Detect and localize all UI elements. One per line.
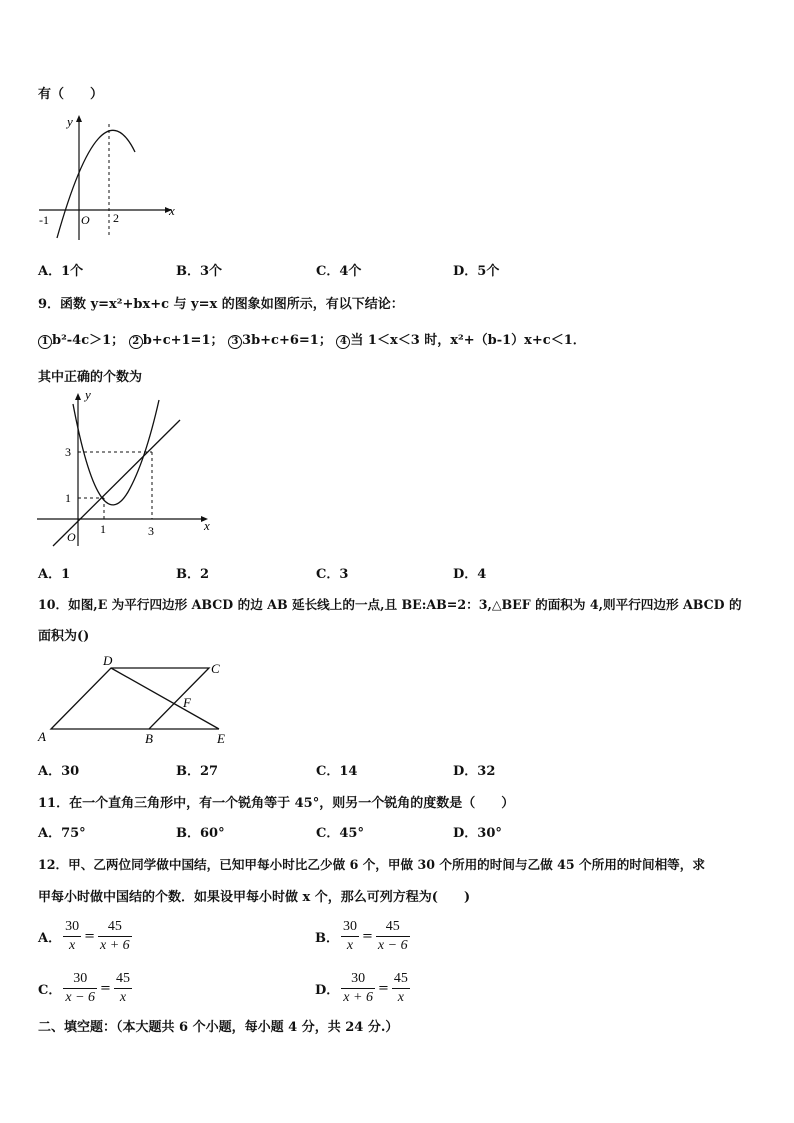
q12-stem-line2: 甲每小时做中国结的个数．如果设甲每小时做 x 个，那么可列方程为( ) <box>38 890 471 905</box>
q10-stem-line2: 面积为() <box>38 629 90 644</box>
q10-option-b[interactable]: B．27 <box>176 764 219 779</box>
q12-c-denominator-1: x − 6 <box>65 990 96 1005</box>
q12-option-d[interactable] <box>315 970 412 1007</box>
q9-statement-3: 3b+c+6=1； <box>242 333 332 348</box>
q9-x3-label: 3 <box>148 524 154 538</box>
q9-origin-label: O <box>67 530 76 544</box>
q8-stem-tail: 有（ ） <box>38 87 104 102</box>
q12-a-denominator-1: x <box>68 938 76 953</box>
q10-option-d[interactable]: D．32 <box>453 764 496 779</box>
q12-option-a[interactable] <box>38 918 134 955</box>
q9-option-c[interactable]: C．3 <box>316 567 349 582</box>
q12-b-numerator-2: 45 <box>376 918 410 937</box>
q9-circled-1: 1 <box>38 335 52 349</box>
q12-b-denominator-2: x − 6 <box>377 938 408 953</box>
q12-d-numerator-1: 30 <box>341 970 375 989</box>
q8-option-a[interactable]: A．1个 <box>38 264 84 279</box>
q12-option-b[interactable] <box>315 918 412 955</box>
q12-a-numerator-2: 45 <box>98 918 132 937</box>
q10-label-d: D <box>103 653 113 668</box>
q10-label-f: F <box>183 695 191 710</box>
q9-x1-label: 1 <box>100 522 106 536</box>
q12-option-a-label: A． <box>38 931 62 946</box>
q12-a-numerator-1: 30 <box>63 918 81 937</box>
q9-circled-3: 3 <box>228 335 242 349</box>
q8-x-label: x <box>169 203 175 218</box>
q12-option-c-label: C． <box>38 983 62 998</box>
q8-neg1-label: -1 <box>39 213 49 227</box>
q12-b-denominator-1: x <box>346 938 354 953</box>
q8-y-label: y <box>67 114 73 129</box>
q9-option-a[interactable]: A．1 <box>38 567 71 582</box>
q10-label-c: C <box>211 661 220 676</box>
q10-label-b: B <box>145 731 153 746</box>
q11-option-c[interactable]: C．45° <box>316 826 364 841</box>
q12-d-denominator-2: x <box>397 990 404 1005</box>
q10-option-a[interactable]: A．30 <box>38 764 80 779</box>
q11-option-d[interactable]: D．30° <box>453 826 502 841</box>
q11-option-a[interactable]: A．75° <box>38 826 86 841</box>
q12-option-d-label: D． <box>315 983 340 998</box>
q9-statement-1: b²-4c＞1； <box>52 333 125 348</box>
q9-statements <box>38 329 586 349</box>
q12-d-equals: = <box>377 981 389 996</box>
q10-stem-line1: 10．如图,E 为平行四边形 ABCD 的边 AB 延长线上的一点,且 BE:AB=2：3,△BEF 的面积为 4,则平行四边形 ABCD 的 <box>38 597 742 612</box>
q12-d-numerator-2: 45 <box>392 970 410 989</box>
q11-option-b[interactable]: B．60° <box>176 826 225 841</box>
q8-option-d[interactable]: D．5个 <box>453 264 500 279</box>
q9-question: 其中正确的个数为 <box>38 370 143 385</box>
q9-circled-4: 4 <box>336 335 350 349</box>
q9-circled-2: 2 <box>129 335 143 349</box>
q9-stem: 9．函数 y=x²+bx+c 与 y=x 的图象如图所示，有以下结论： <box>38 297 404 312</box>
q12-stem-line1: 12．甲、乙两位同学做中国结，已知甲每小时比乙少做 6 个，甲做 30 个所用的时间与乙做 45 个所用的时间相等，求 <box>38 857 705 872</box>
q12-c-numerator-2: 45 <box>114 970 132 989</box>
q12-c-denominator-2: x <box>119 990 127 1005</box>
q12-c-numerator-1: 30 <box>63 970 97 989</box>
q12-b-numerator-1: 30 <box>341 918 359 937</box>
q12-a-equals: = <box>84 929 95 944</box>
q9-y3-label: 3 <box>65 445 71 459</box>
q8-option-b[interactable]: B．3个 <box>176 264 223 279</box>
q10-option-c[interactable]: C．14 <box>316 764 358 779</box>
q8-option-c[interactable]: C．4个 <box>316 264 362 279</box>
q9-x-label: x <box>204 518 210 533</box>
q9-statement-2: b+c+1=1； <box>142 333 224 348</box>
q12-option-b-label: B． <box>315 931 339 946</box>
q9-option-b[interactable]: B．2 <box>176 567 210 582</box>
q10-parallelogram-figure <box>35 652 235 747</box>
q10-label-e: E <box>217 731 225 746</box>
q11-stem: 11．在一个直角三角形中，有一个锐角等于 45°，则另一个锐角的度数是（ ） <box>38 796 515 811</box>
q12-b-equals: = <box>362 929 373 944</box>
q8-two-label: 2 <box>113 211 119 225</box>
q9-statement-4: 当 1＜x＜3 时，x²+（b-1）x+c＜1． <box>350 333 586 348</box>
q9-function-graph <box>35 386 220 551</box>
section-2-heading: 二、填空题：（本大题共 6 个小题，每小题 4 分，共 24 分.） <box>38 1020 399 1035</box>
q9-y1-label: 1 <box>65 491 71 505</box>
q12-d-denominator-1: x + 6 <box>343 990 373 1005</box>
q12-c-equals: = <box>100 981 111 996</box>
q8-origin-label: O <box>81 213 90 227</box>
q10-label-a: A <box>38 729 46 744</box>
q12-option-c[interactable] <box>38 970 134 1007</box>
q9-option-d[interactable]: D．4 <box>453 567 487 582</box>
q9-y-label: y <box>85 387 91 402</box>
q8-parabola-graph <box>35 112 185 244</box>
q12-a-denominator-2: x + 6 <box>100 938 130 953</box>
